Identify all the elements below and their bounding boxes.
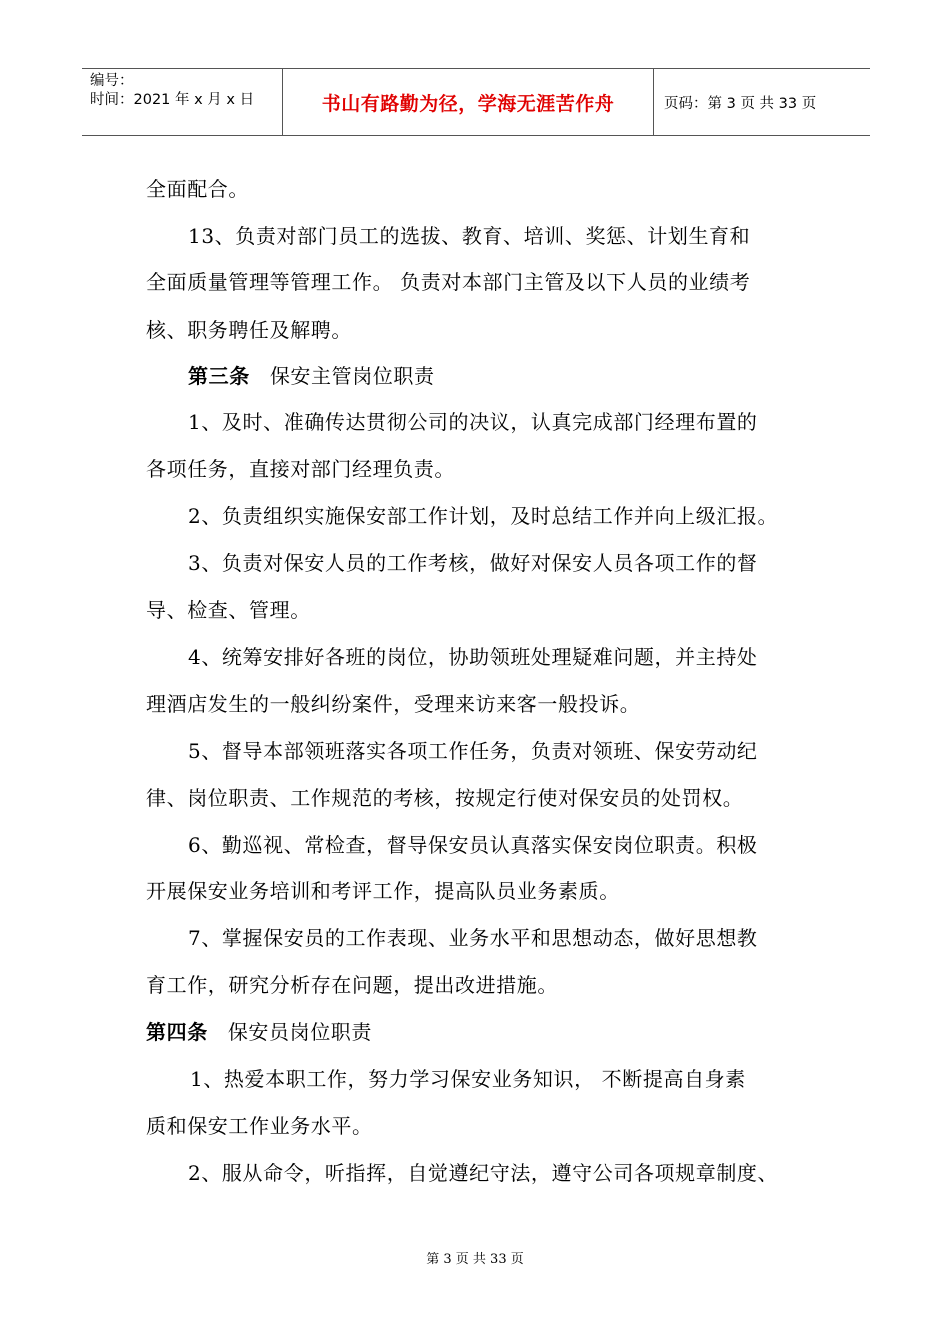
body-line: 5、督导本部领班落实各项工作任务，负责对领班、保安劳动纪	[188, 739, 758, 763]
body-line: 2、服从命令，听指挥，自觉遵纪守法，遵守公司各项规章制度、	[188, 1161, 779, 1185]
header-motto-cell	[282, 69, 654, 135]
body-line: 4、统筹安排好各班的岗位，协助领班处理疑难问题，并主持处	[188, 645, 758, 669]
header-motto: 书山有路勤为径，学海无涯苦作舟	[321, 92, 615, 115]
document-number-label: 编号：	[90, 73, 134, 89]
body-line: 育工作，研究分析存在问题，提出改进措施。	[146, 973, 558, 997]
body-line: 各项任务，直接对部门经理负责。	[146, 457, 455, 481]
body-line: 1、及时、准确传达贯彻公司的决议，认真完成部门经理布置的	[188, 410, 758, 434]
section-4-title: 第四条	[146, 1020, 208, 1044]
body-line: 开展保安业务培训和考评工作，提高队员业务素质。	[146, 879, 620, 903]
section-heading-3	[188, 362, 435, 390]
body-line: 律、岗位职责、工作规范的考核，按规定行使对保安员的处罚权。	[146, 786, 744, 810]
body-line: 理酒店发生的一般纠纷案件，受理来访来客一般投诉。	[146, 692, 641, 716]
body-line: 核、职务聘任及解聘。	[146, 318, 352, 342]
page-footer: 第 3 页 共 33 页	[426, 1252, 524, 1267]
body-line: 1、热爱本职工作，努力学习保安业务知识， 不断提高自身素	[190, 1067, 746, 1091]
body-line: 3、负责对保安人员的工作考核，做好对保安人员各项工作的督	[188, 551, 758, 575]
body-line: 6、勤巡视、常检查，督导保安员认真落实保安岗位职责。积极	[188, 833, 758, 857]
section-3-subtitle: 保安主管岗位职责	[269, 364, 435, 388]
body-line: 全面质量管理等管理工作。 负责对本部门主管及以下人员的业绩考	[146, 270, 751, 294]
section-3-title: 第三条	[188, 364, 250, 388]
body-line: 2、负责组织实施保安部工作计划，及时总结工作并向上级汇报。	[188, 504, 779, 528]
header-page-info	[654, 69, 870, 135]
document-date: 时间：2021 年 x 月 x 日	[90, 92, 255, 108]
section-4-subtitle: 保安员岗位职责	[227, 1020, 373, 1044]
body-line: 质和保安工作业务水平。	[146, 1114, 373, 1138]
header-meta	[82, 69, 282, 135]
body-line: 全面配合。	[146, 177, 249, 201]
body-line: 13、负责对部门员工的选拔、教育、培训、奖惩、计划生育和	[188, 224, 751, 248]
page-header	[82, 68, 870, 136]
body-line: 7、掌握保安员的工作表现、业务水平和思想动态，做好思想教	[188, 926, 758, 950]
header-page-number: 页码：第 3 页 共 33 页	[664, 95, 817, 112]
body-line: 导、检查、管理。	[146, 598, 311, 622]
section-heading-4	[146, 1018, 372, 1046]
